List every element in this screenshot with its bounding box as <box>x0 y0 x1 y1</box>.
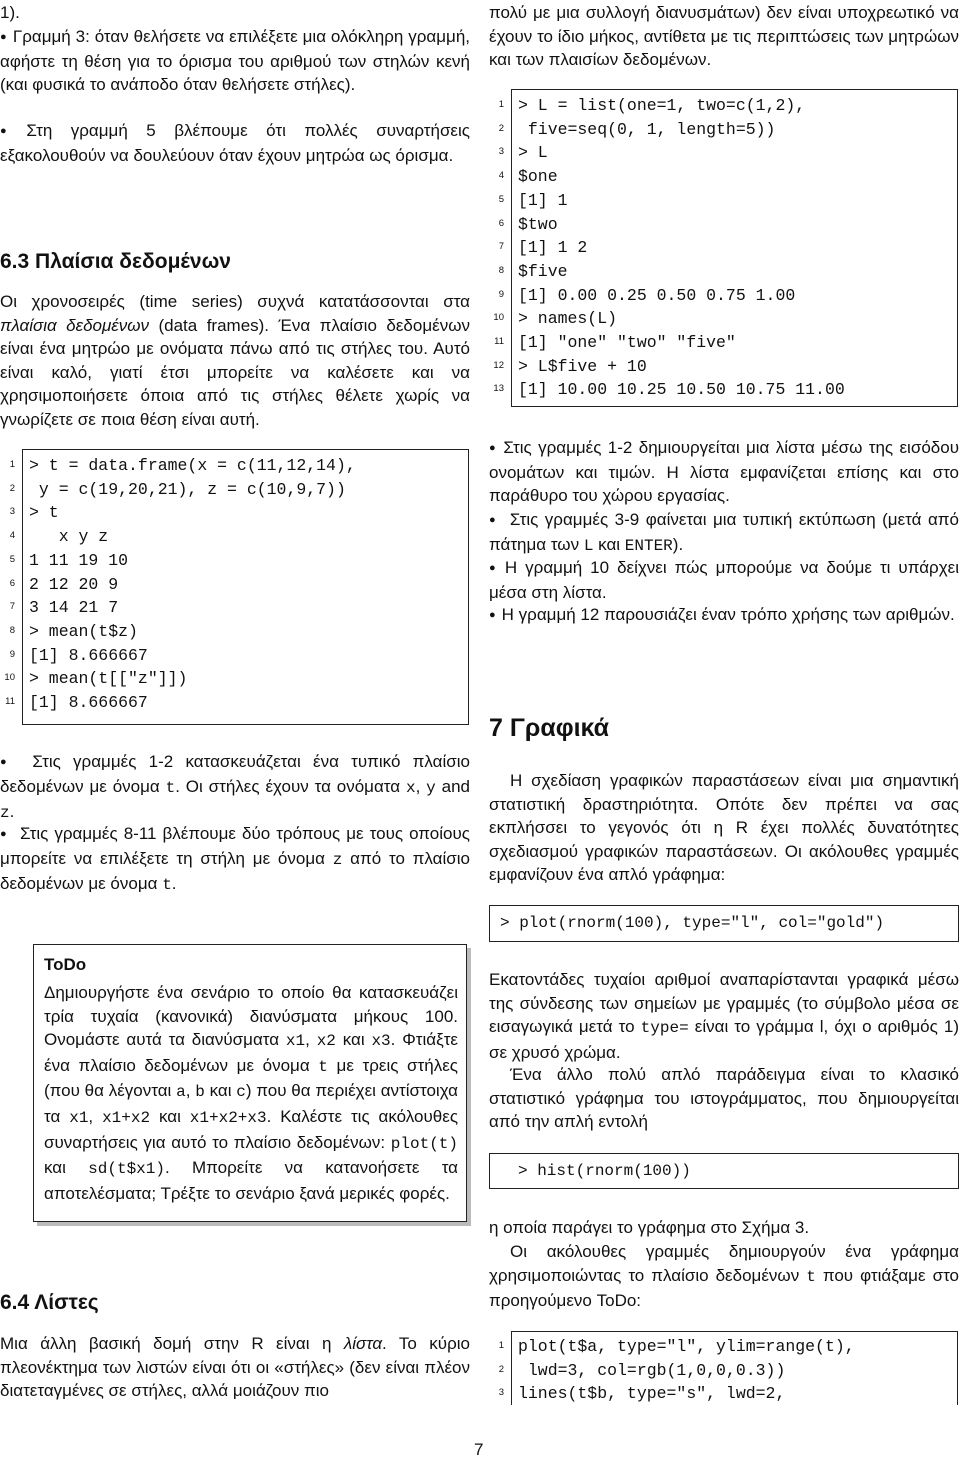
code-line: lines(t$b, type="s", lwd=2, <box>518 1384 786 1404</box>
line-number: 8 <box>9 624 15 636</box>
paragraph: πολύ με μια συλλογή διανυσμάτων) δεν είναι υποχρεωτικό να έχουν το ίδιο μήκος, αντίθετα με τις περιπτώσεις των μητρώων και των πλαισίων δεδομένων. <box>489 3 959 70</box>
emphasis: πλαίσια δεδομένων <box>0 315 150 335</box>
list-item: ● Γραμμή 3: όταν θελήσετε να επιλέξετε μια ολόκληρη γραμμή, αφήστε τη θέση για το όρισμα του αριθμού των στηλών κενή (και φυσικά το ανάποδο όταν θελήσετε στήλες). <box>0 25 470 97</box>
code-line: [1] 1 <box>518 190 568 210</box>
code-line: > L = list(one=1, two=c(1,2), <box>518 96 806 115</box>
code-line: > names(L) <box>518 309 618 329</box>
line-number: 9 <box>498 288 504 300</box>
paragraph: Οι χρονοσειρές (time series) συχνά κατατάσσονται στα πλαίσια δεδομένων (data frames). Ένα πλαίσιο δεδομένων είναι ένα μητρώο με ονόματα πάνω από τις στήλες του. Αυτό είναι καλό, γιατί έτσι μπορείτε να καλέσετε και να χρησιμοποιήσετε όποια από τις στήλες θέλετε χωρίς να γνωρίζετε σε ποια θέση είναι αυτή. <box>0 292 470 429</box>
list-item: ● Στις γραμμές 8-11 βλέπουμε δύο τρόπους με τους οποίους μπορείτε να επιλέξετε τη στήλη με όνομα z από το πλαίσιο δεδομένων με όνομα t. <box>0 822 470 898</box>
line-number: 2 <box>498 1363 504 1375</box>
line-number: 13 <box>493 383 504 395</box>
section-heading: 6.4 Λίστες <box>0 1291 99 1314</box>
code-line: [1] 8.666667 <box>29 645 148 665</box>
code-line: lwd=3, col=rgb(1,0,0,0.3)) <box>518 1360 786 1380</box>
section-heading: 6.3 Πλαίσια δεδομένων <box>0 250 231 273</box>
code-line: $two <box>518 214 558 234</box>
paragraph: Οι ακόλουθες γραμμές δημιουργούν ένα γράφημα χρησιμοποιώντας το πλαίσιο δεδομένων t που φτιάξαμε στο προηγούμενο ToDo: <box>489 1242 959 1311</box>
paragraph: Μια άλλη βασική δομή στην R είναι η λίστα. Το κύριο πλεονέκτημα των λιστών είναι ότι οι «στήλες» (δεν είναι πλέον διατεταγμένες σε στήλες, αλλά μοιάζουν πιο <box>0 1334 470 1401</box>
code-line: [1] "one" "two" "five" <box>518 333 736 352</box>
paragraph: η οποία παράγει το γράφημα στο Σχήμα 3. <box>489 1218 810 1237</box>
paragraph: Ένα άλλο πολύ απλό παράδειγμα είναι το κλασικό στατιστικό γράφημα του ιστογράμματος, που δημιουργείται από την απλή εντολή <box>489 1065 959 1132</box>
code-line: y = c(19,20,21), z = c(10,9,7)) <box>29 479 346 499</box>
emphasis: λίστα <box>343 1334 383 1353</box>
paragraph: Η σχεδίαση γραφικών παραστάσεων είναι μια σημαντική στατιστική δραστηριότητα. Οπότε δεν πρέπει να σας εκπλήσσει το γεγονός ότι η R έχει πολλές δυνατότητες σχεδιασμού γραφικών παραστάσεων. Οι ακόλουθες γραμμές εμφανίζουν ένα απλό γράφημα: <box>489 771 959 885</box>
code-line: [1] 0.00 0.25 0.50 0.75 1.00 <box>518 285 796 305</box>
line-number: 8 <box>498 264 504 276</box>
list-item: ● Στις γραμμές 1-2 δημιουργείται μια λίστα μέσω της εισόδου ονομάτων και τιμών. Η λίστα εμφανίζεται επίσης και στο παράθυρο του χώρου εργασίας. <box>489 436 959 508</box>
code-block <box>4 449 469 725</box>
code-line: > t <box>29 503 59 523</box>
code-block <box>498 1331 958 1405</box>
code-line: plot(t$a, type="l", ylim=range(t), <box>518 1337 855 1356</box>
line-number: 9 <box>9 648 15 660</box>
code-block: > plot(rnorm(100), type="l", col="gold") <box>489 905 959 942</box>
page-number: 7 <box>474 1440 484 1459</box>
code-line: [1] 8.666667 <box>29 693 148 712</box>
code-line: > t = data.frame(x = c(11,12,14), <box>29 456 356 475</box>
line-number: 12 <box>493 359 504 371</box>
code-line: $five <box>518 261 568 281</box>
line-number: 4 <box>9 530 15 542</box>
list-item: ● Στις γραμμές 1-2 κατασκευάζεται ένα τυπικό πλαίσιο δεδομένων με όνομα t. Οι στήλες έχουν τα ονόματα x, y and z. <box>0 750 470 826</box>
todo-text: Δημιουργήστε ένα σενάριο το οποίο θα κατασκευάζει τρία τυχαία (κανονικά) διανύσματα μήκους 100. Ονομάστε αυτά τα διανύσματα x1, x2 και x3. Φτιάξτε ένα πλαίσιο δεδομένων με όνομα t με τρεις στήλες (που θα λέγονται a, b και c) που θα περιέχει αντίστοιχα τα x1, x1+x2 και x1+x2+x3. Καλέστε τις ακόλουθες συναρτήσεις για αυτό το πλαίσιο δεδομένων: plot(t) και sd(t$x1). Μπορείτε να κατανοήσετε τα αποτελέσματα; Τρέξτε το σενάριο ξανά μερικές φορές. <box>44 983 459 1203</box>
line-number: 3 <box>498 1387 504 1399</box>
todo-title: ToDo <box>44 955 87 974</box>
line-number: 1 <box>498 1340 504 1351</box>
line-number: 2 <box>9 482 15 494</box>
line-number: 6 <box>9 577 15 589</box>
paragraph: Εκατοντάδες τυχαίοι αριθμοί αναπαρίστανται γραφικά μέσω της σύνδεσης των σημείων με γραμμές (το σύμβολο μέσα σε εισαγωγικά μετά το type= είναι το γράμμα l, όχι ο αριθμός 1) σε χρυσό χρώμα. <box>489 970 959 1062</box>
code-line: > L$five + 10 <box>518 356 647 376</box>
line-number: 4 <box>498 170 504 182</box>
code-line: [1] 1 2 <box>518 238 588 258</box>
code-line: [1] 10.00 10.25 10.50 10.75 11.00 <box>518 380 845 400</box>
line-number: 3 <box>498 146 504 158</box>
section-heading: 7 Γραφικά <box>489 714 610 742</box>
todo-box <box>33 944 467 1222</box>
list-item: ● Η γραμμή 12 παρουσιάζει έναν τρόπο χρήσης των αριθμών. <box>489 603 959 628</box>
code-line: > mean(t$z) <box>29 621 138 641</box>
code-line: x y z <box>29 527 109 547</box>
line-number: 6 <box>498 217 504 229</box>
line-number: 3 <box>9 506 15 518</box>
list-item: ● Στις γραμμές 3-9 φαίνεται μια τυπική εκτύπωση (μετά από πάτημα των L και ENTER). <box>489 508 959 558</box>
code-line: > L <box>518 143 548 163</box>
line-number: 11 <box>494 336 504 347</box>
line-number: 1 <box>498 99 504 110</box>
list-item: ● Η γραμμή 10 δείχνει πώς μπορούμε να δούμε τι υπάρχει μέσα στη λίστα. <box>489 556 959 604</box>
intro-line: 1). <box>0 3 20 22</box>
code-line: 1 11 19 10 <box>29 550 129 570</box>
code-block: > hist(rnorm(100)) <box>489 1153 959 1189</box>
line-number: 11 <box>5 696 15 707</box>
line-number: 10 <box>4 672 15 684</box>
line-number: 5 <box>9 553 15 565</box>
code-block <box>493 89 958 407</box>
code-line: > mean(t[["z"]]) <box>29 669 188 689</box>
code-line: 2 12 20 9 <box>29 574 119 594</box>
code-line: $one <box>518 167 558 187</box>
code-line: five=seq(0, 1, length=5)) <box>518 119 776 139</box>
code-line: 3 14 21 7 <box>29 598 119 618</box>
line-number: 10 <box>493 312 504 324</box>
line-number: 7 <box>9 601 15 613</box>
line-number: 2 <box>498 122 504 134</box>
line-number: 7 <box>498 241 504 253</box>
line-number: 5 <box>498 193 504 205</box>
line-number: 1 <box>9 459 15 470</box>
list-item: ● Στη γραμμή 5 βλέπουμε ότι πολλές συναρτήσεις εξακολουθούν να δουλεύουν όταν έχουν μητρώα ως όρισμα. <box>0 119 470 167</box>
